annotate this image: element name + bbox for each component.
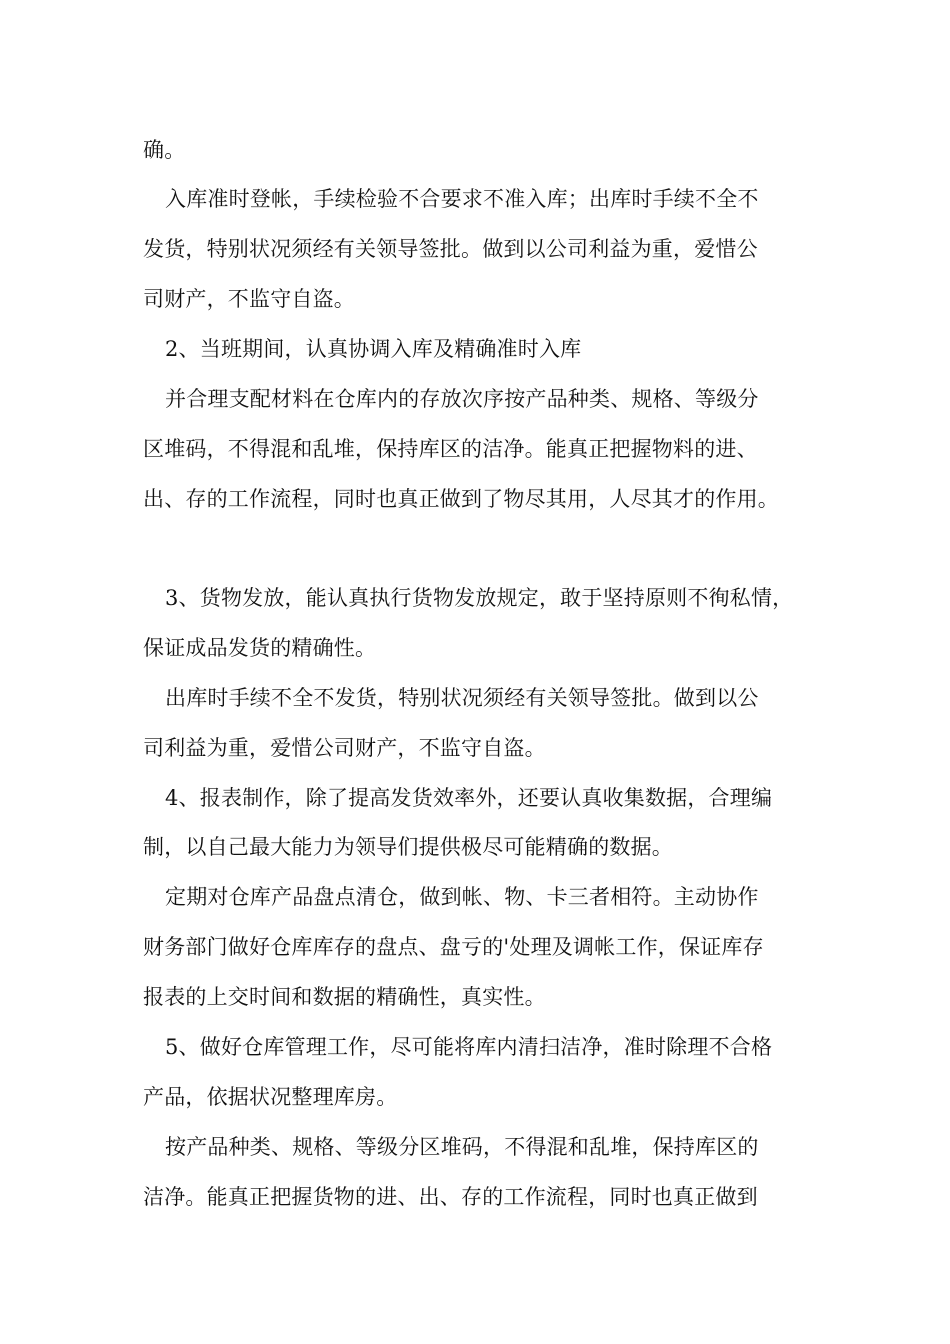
text-line: 产品，依据状况整理库房。 (143, 1085, 398, 1109)
text-line: 区堆码，不得混和乱堆，保持库区的洁净。能真正把握物料的进、 (143, 437, 758, 461)
paragraph-text-line: 出库时手续不全不发货，特别状况须经有关领导签批。做到以公 (165, 686, 759, 710)
text-line: 洁净。能真正把握货物的进、出、存的工作流程，同时也真正做到 (143, 1185, 758, 1209)
paragraph-text-line: 按产品种类、规格、等级分区堆码，不得混和乱堆，保持库区的 (165, 1135, 759, 1159)
section-heading-3: 3、货物发放，能认真执行货物发放规定，敢于坚持原则不徇私情， (165, 586, 794, 610)
paragraph-text-line: 定期对仓库产品盘点清仓，做到帐、物、卡三者相符。主动协作 (165, 885, 759, 909)
text-line: 确。 (143, 138, 186, 162)
paragraph-text-line: 并合理支配材料在仓库内的存放次序按产品种类、规格、等级分 (165, 387, 759, 411)
text-line: 司利益为重，爱惜公司财产，不监守自盗。 (143, 736, 546, 760)
text-line: 发货，特别状况须经有关领导签批。做到以公司利益为重，爱惜公 (143, 237, 758, 261)
text-line: 制，以自己最大能力为领导们提供极尽可能精确的数据。 (143, 835, 673, 859)
text-line: 司财产，不监守自盗。 (143, 287, 355, 311)
section-heading-5: 5、做好仓库管理工作，尽可能将库内清扫洁净，准时除理不合格 (165, 1035, 773, 1059)
section-heading-4: 4、报表制作，除了提高发货效率外，还要认真收集数据，合理编 (165, 786, 773, 810)
paragraph-text-line: 入库准时登帐，手续检验不合要求不准入库；出库时手续不全不 (165, 187, 759, 211)
section-heading-2: 2、当班期间，认真协调入库及精确准时入库 (165, 337, 582, 361)
text-line: 保证成品发货的精确性。 (143, 636, 377, 660)
text-line: 出、存的工作流程，同时也真正做到了物尽其用，人尽其才的作用。 (143, 487, 779, 511)
text-line: 财务部门做好仓库库存的盘点、盘亏的'处理及调帐工作，保证库存 (143, 935, 764, 959)
text-line: 报表的上交时间和数据的精确性，真实性。 (143, 985, 546, 1009)
